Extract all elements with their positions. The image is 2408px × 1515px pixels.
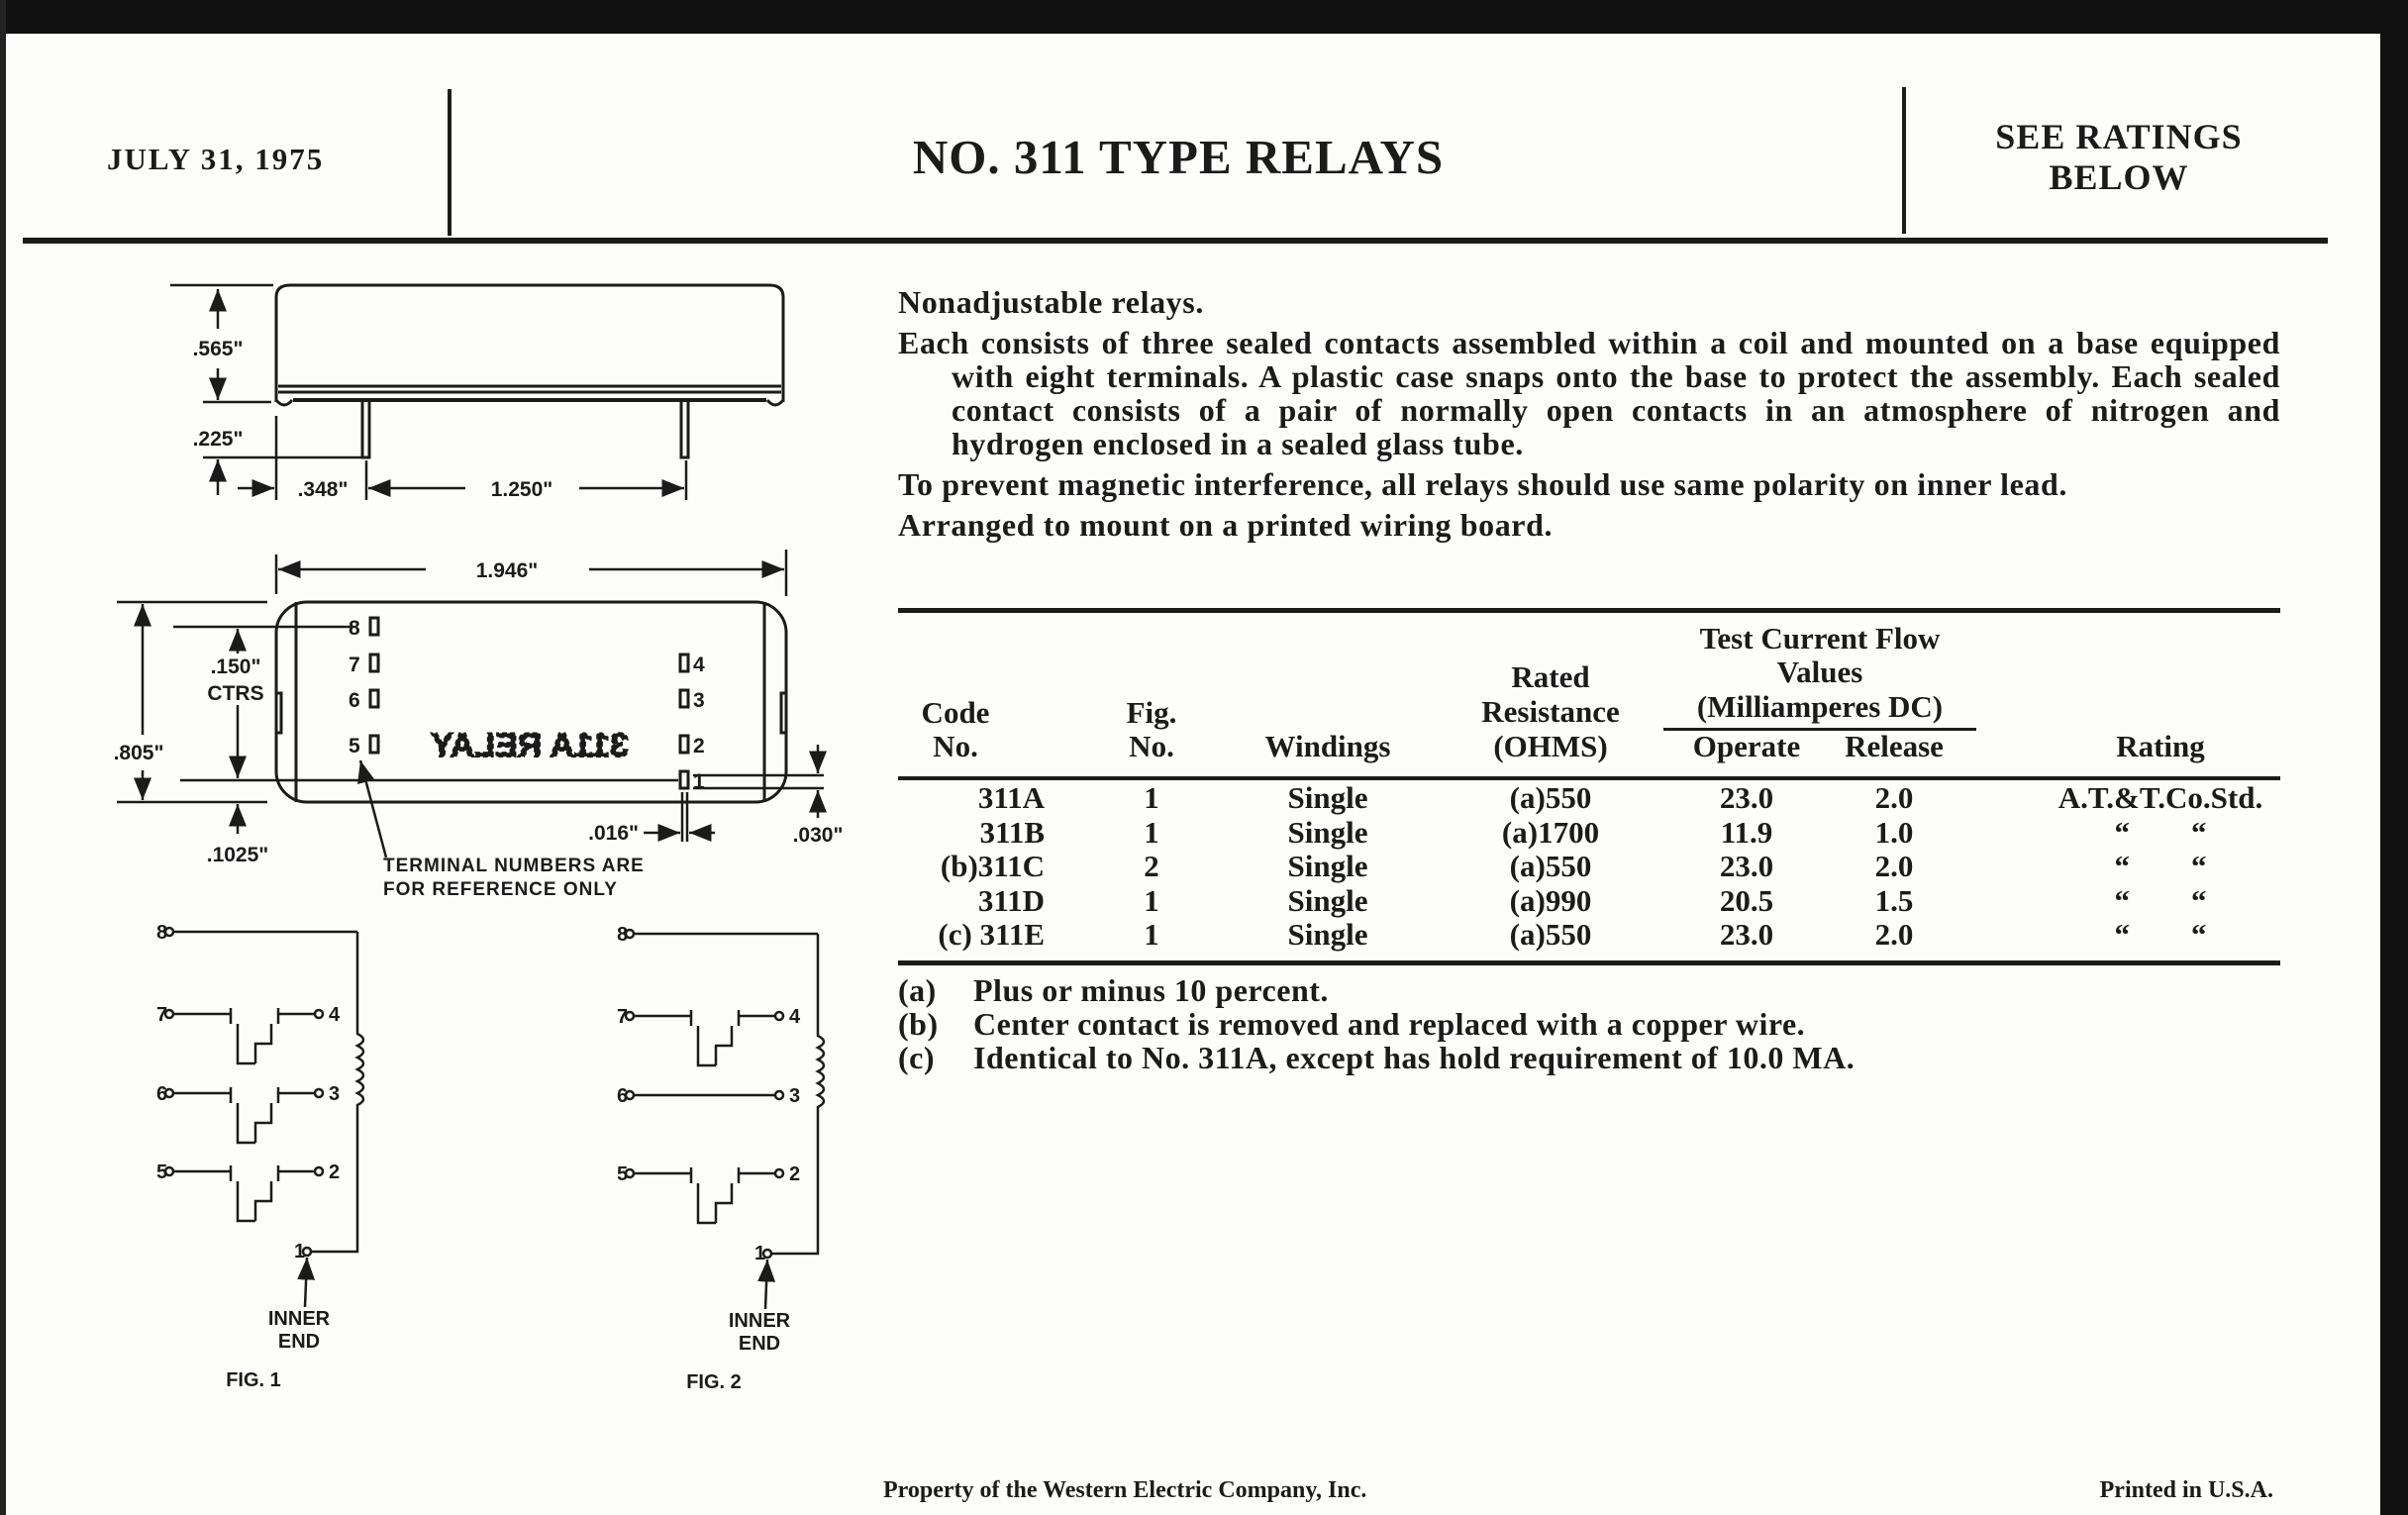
- col-header-operate: Operate: [1692, 729, 1801, 763]
- dim-pin-spacing-label: 1.250": [490, 478, 553, 501]
- terminal-label: 4: [329, 1004, 341, 1026]
- terminal-label: 6: [349, 689, 360, 712]
- cell-operate: 20.5: [1719, 882, 1774, 918]
- cell-rating: A.T.&T.Co.Std.: [2057, 780, 2263, 815]
- sealed-contact: [173, 1165, 315, 1221]
- dim-pin-label: .225": [192, 428, 244, 451]
- terminal-label: 1: [693, 770, 705, 793]
- footnote-text: Plus or minus 10 percent.: [973, 972, 1329, 1008]
- terminal-label: 8: [617, 924, 629, 946]
- dim-length-label: 1.946": [475, 559, 539, 582]
- terminal-label: 6: [617, 1085, 629, 1107]
- col-header-windings: Windings: [1264, 729, 1391, 763]
- figure-label: FIG. 1: [226, 1369, 281, 1391]
- terminal-label: 1: [294, 1241, 306, 1262]
- cell-release: 2.0: [1874, 780, 1914, 815]
- terminal-label: 7: [349, 654, 360, 676]
- cell-fig: 1: [1144, 917, 1159, 952]
- col-header-release: Release: [1845, 729, 1944, 763]
- terminal-circle: [315, 1167, 323, 1175]
- dim-offset-label: .348": [297, 478, 349, 501]
- terminal-label: 5: [156, 1162, 168, 1183]
- footnote-mark: (a): [898, 972, 937, 1008]
- terminal-number-labels: [349, 617, 705, 793]
- footer-property: Property of the Western Electric Company, Inc.: [883, 1477, 1367, 1503]
- terminal-circle: [775, 1012, 783, 1020]
- footnote-text: Center contact is removed and replaced with a copper wire.: [973, 1006, 1806, 1042]
- cell-release: 2.0: [1874, 917, 1914, 952]
- terminal-label: 1: [754, 1243, 766, 1264]
- cell-resistance: (a)550: [1509, 917, 1592, 952]
- ratings-note-line1: SEE RATINGS: [1995, 117, 2243, 156]
- cell-release: 1.0: [1874, 814, 1914, 850]
- sealed-contact: [634, 1010, 775, 1065]
- terminal-label: 7: [617, 1006, 629, 1028]
- schematic-fig-2: [626, 930, 824, 1309]
- cell-fig: 1: [1144, 814, 1159, 850]
- cell-fig: 2: [1144, 849, 1159, 883]
- cell-windings: Single: [1287, 780, 1368, 815]
- terminal-circle: [775, 1091, 783, 1099]
- cell-resistance: (a)990: [1509, 882, 1592, 918]
- terminal-note: FOR REFERENCE ONLY: [383, 879, 618, 900]
- cell-code: 311D: [977, 882, 1045, 918]
- terminal-label: 3: [329, 1083, 341, 1105]
- col-header-test-current: Values: [1776, 655, 1863, 689]
- col-header-resistance: (OHMS): [1493, 729, 1608, 763]
- terminal-circle: [315, 1010, 323, 1018]
- cell-code: 311A: [977, 780, 1045, 815]
- terminal-label: 7: [156, 1004, 168, 1026]
- terminal-label: 8: [156, 922, 168, 944]
- dim-pin-height-label: .030": [792, 824, 844, 847]
- cell-release: 2.0: [1874, 849, 1914, 883]
- case-marking-mirrored: 311A RELAY: [431, 727, 629, 764]
- sealed-contact: [173, 1008, 315, 1063]
- terminal-label: 6: [156, 1083, 168, 1105]
- cell-rating: “ “: [2114, 849, 2207, 883]
- inner-end-label: END: [277, 1331, 321, 1353]
- col-header-resistance: Resistance: [1481, 694, 1620, 729]
- cell-windings: Single: [1287, 814, 1368, 850]
- sealed-contact: [173, 1087, 315, 1143]
- page-title: NO. 311 TYPE RELAYS: [912, 130, 1445, 184]
- terminal-label: 4: [693, 654, 705, 676]
- cell-operate: 23.0: [1719, 917, 1774, 952]
- cell-release: 1.5: [1874, 882, 1914, 918]
- footer-printed: Printed in U.S.A.: [2099, 1477, 2273, 1503]
- col-header-code: Code: [921, 695, 990, 730]
- issue-date: JULY 31, 1975: [107, 142, 325, 176]
- col-header-test-current: (Milliamperes DC): [1696, 689, 1944, 724]
- terminal-label: 3: [693, 689, 705, 712]
- side-view-outline: [276, 285, 783, 457]
- cell-rating: “ “: [2114, 917, 2207, 952]
- col-header-rating: Rating: [2116, 729, 2205, 763]
- cell-rating: “ “: [2114, 814, 2207, 850]
- cell-operate: 23.0: [1719, 849, 1774, 883]
- description-paragraph: Nonadjustable relays.: [898, 284, 1204, 320]
- cell-operate: 11.9: [1720, 814, 1773, 850]
- terminal-label: 2: [693, 735, 705, 758]
- description-paragraph: Each consists of three sealed contacts assembled within a coil and mounted on a base equipped with eight terminals. A plastic case snaps onto the base to protect the assembly. Each sealed contact consists of a pair of normally open contacts in an atmosphere of nitrogen and hydrogen enclosed in a sealed glass tube.: [898, 325, 2280, 461]
- cell-windings: Single: [1287, 882, 1368, 918]
- cell-fig: 1: [1144, 780, 1159, 815]
- cell-code: 311B: [979, 814, 1045, 850]
- cell-windings: Single: [1287, 849, 1368, 883]
- terminal-label: 2: [789, 1163, 801, 1185]
- description-paragraph: To prevent magnetic interference, all relays should use same polarity on inner lead.: [898, 466, 2068, 502]
- terminal-label: 2: [329, 1162, 341, 1183]
- dim-edge-label: .1025": [206, 844, 269, 866]
- inner-end-label: INNER: [267, 1308, 331, 1330]
- terminal-label: 4: [789, 1006, 801, 1028]
- inner-end-label: END: [738, 1333, 781, 1355]
- col-header-test-current: Test Current Flow: [1699, 621, 1941, 656]
- cell-resistance: (a)1700: [1501, 814, 1600, 850]
- ratings-note-line2: BELOW: [2049, 157, 2189, 197]
- cell-windings: Single: [1287, 917, 1368, 952]
- terminal-label: 5: [349, 735, 360, 758]
- cell-code: (c) 311E: [938, 917, 1045, 952]
- col-header-fig: Fig.: [1126, 695, 1177, 730]
- terminal-label: 5: [617, 1163, 629, 1185]
- terminal-note: TERMINAL NUMBERS ARE: [383, 856, 645, 876]
- dim-ctrs-label: .150": [210, 656, 261, 678]
- dim-height-label: .565": [192, 338, 244, 360]
- dim-ctrs-label: CTRS: [207, 682, 264, 705]
- description-paragraph: Arranged to mount on a printed wiring board.: [898, 507, 1554, 543]
- schematic-fig-1: [165, 928, 363, 1307]
- footnote-mark: (c): [898, 1040, 936, 1075]
- dim-pin-width-label: .016": [588, 822, 639, 845]
- col-header-resistance: Rated: [1511, 659, 1590, 694]
- col-header-fig: No.: [1129, 729, 1174, 763]
- cell-resistance: (a)550: [1509, 780, 1592, 815]
- col-header-code: No.: [933, 729, 978, 763]
- cell-code: (b)311C: [940, 849, 1045, 883]
- sealed-contact: [634, 1167, 775, 1223]
- dim-width-label: .805": [113, 742, 164, 764]
- footnote-text: Identical to No. 311A, except has hold requirement of 10.0 MA.: [973, 1040, 1856, 1075]
- cell-operate: 23.0: [1719, 780, 1774, 815]
- terminal-label: 3: [789, 1085, 801, 1107]
- figure-label: FIG. 2: [686, 1371, 742, 1393]
- footnote-mark: (b): [898, 1006, 939, 1042]
- cell-resistance: (a)550: [1509, 849, 1592, 883]
- terminal-circle: [775, 1169, 783, 1177]
- cell-fig: 1: [1144, 882, 1159, 918]
- terminal-circle: [315, 1089, 323, 1097]
- terminal-label: 8: [349, 617, 360, 640]
- cell-rating: “ “: [2114, 882, 2207, 918]
- inner-end-label: INNER: [728, 1310, 791, 1332]
